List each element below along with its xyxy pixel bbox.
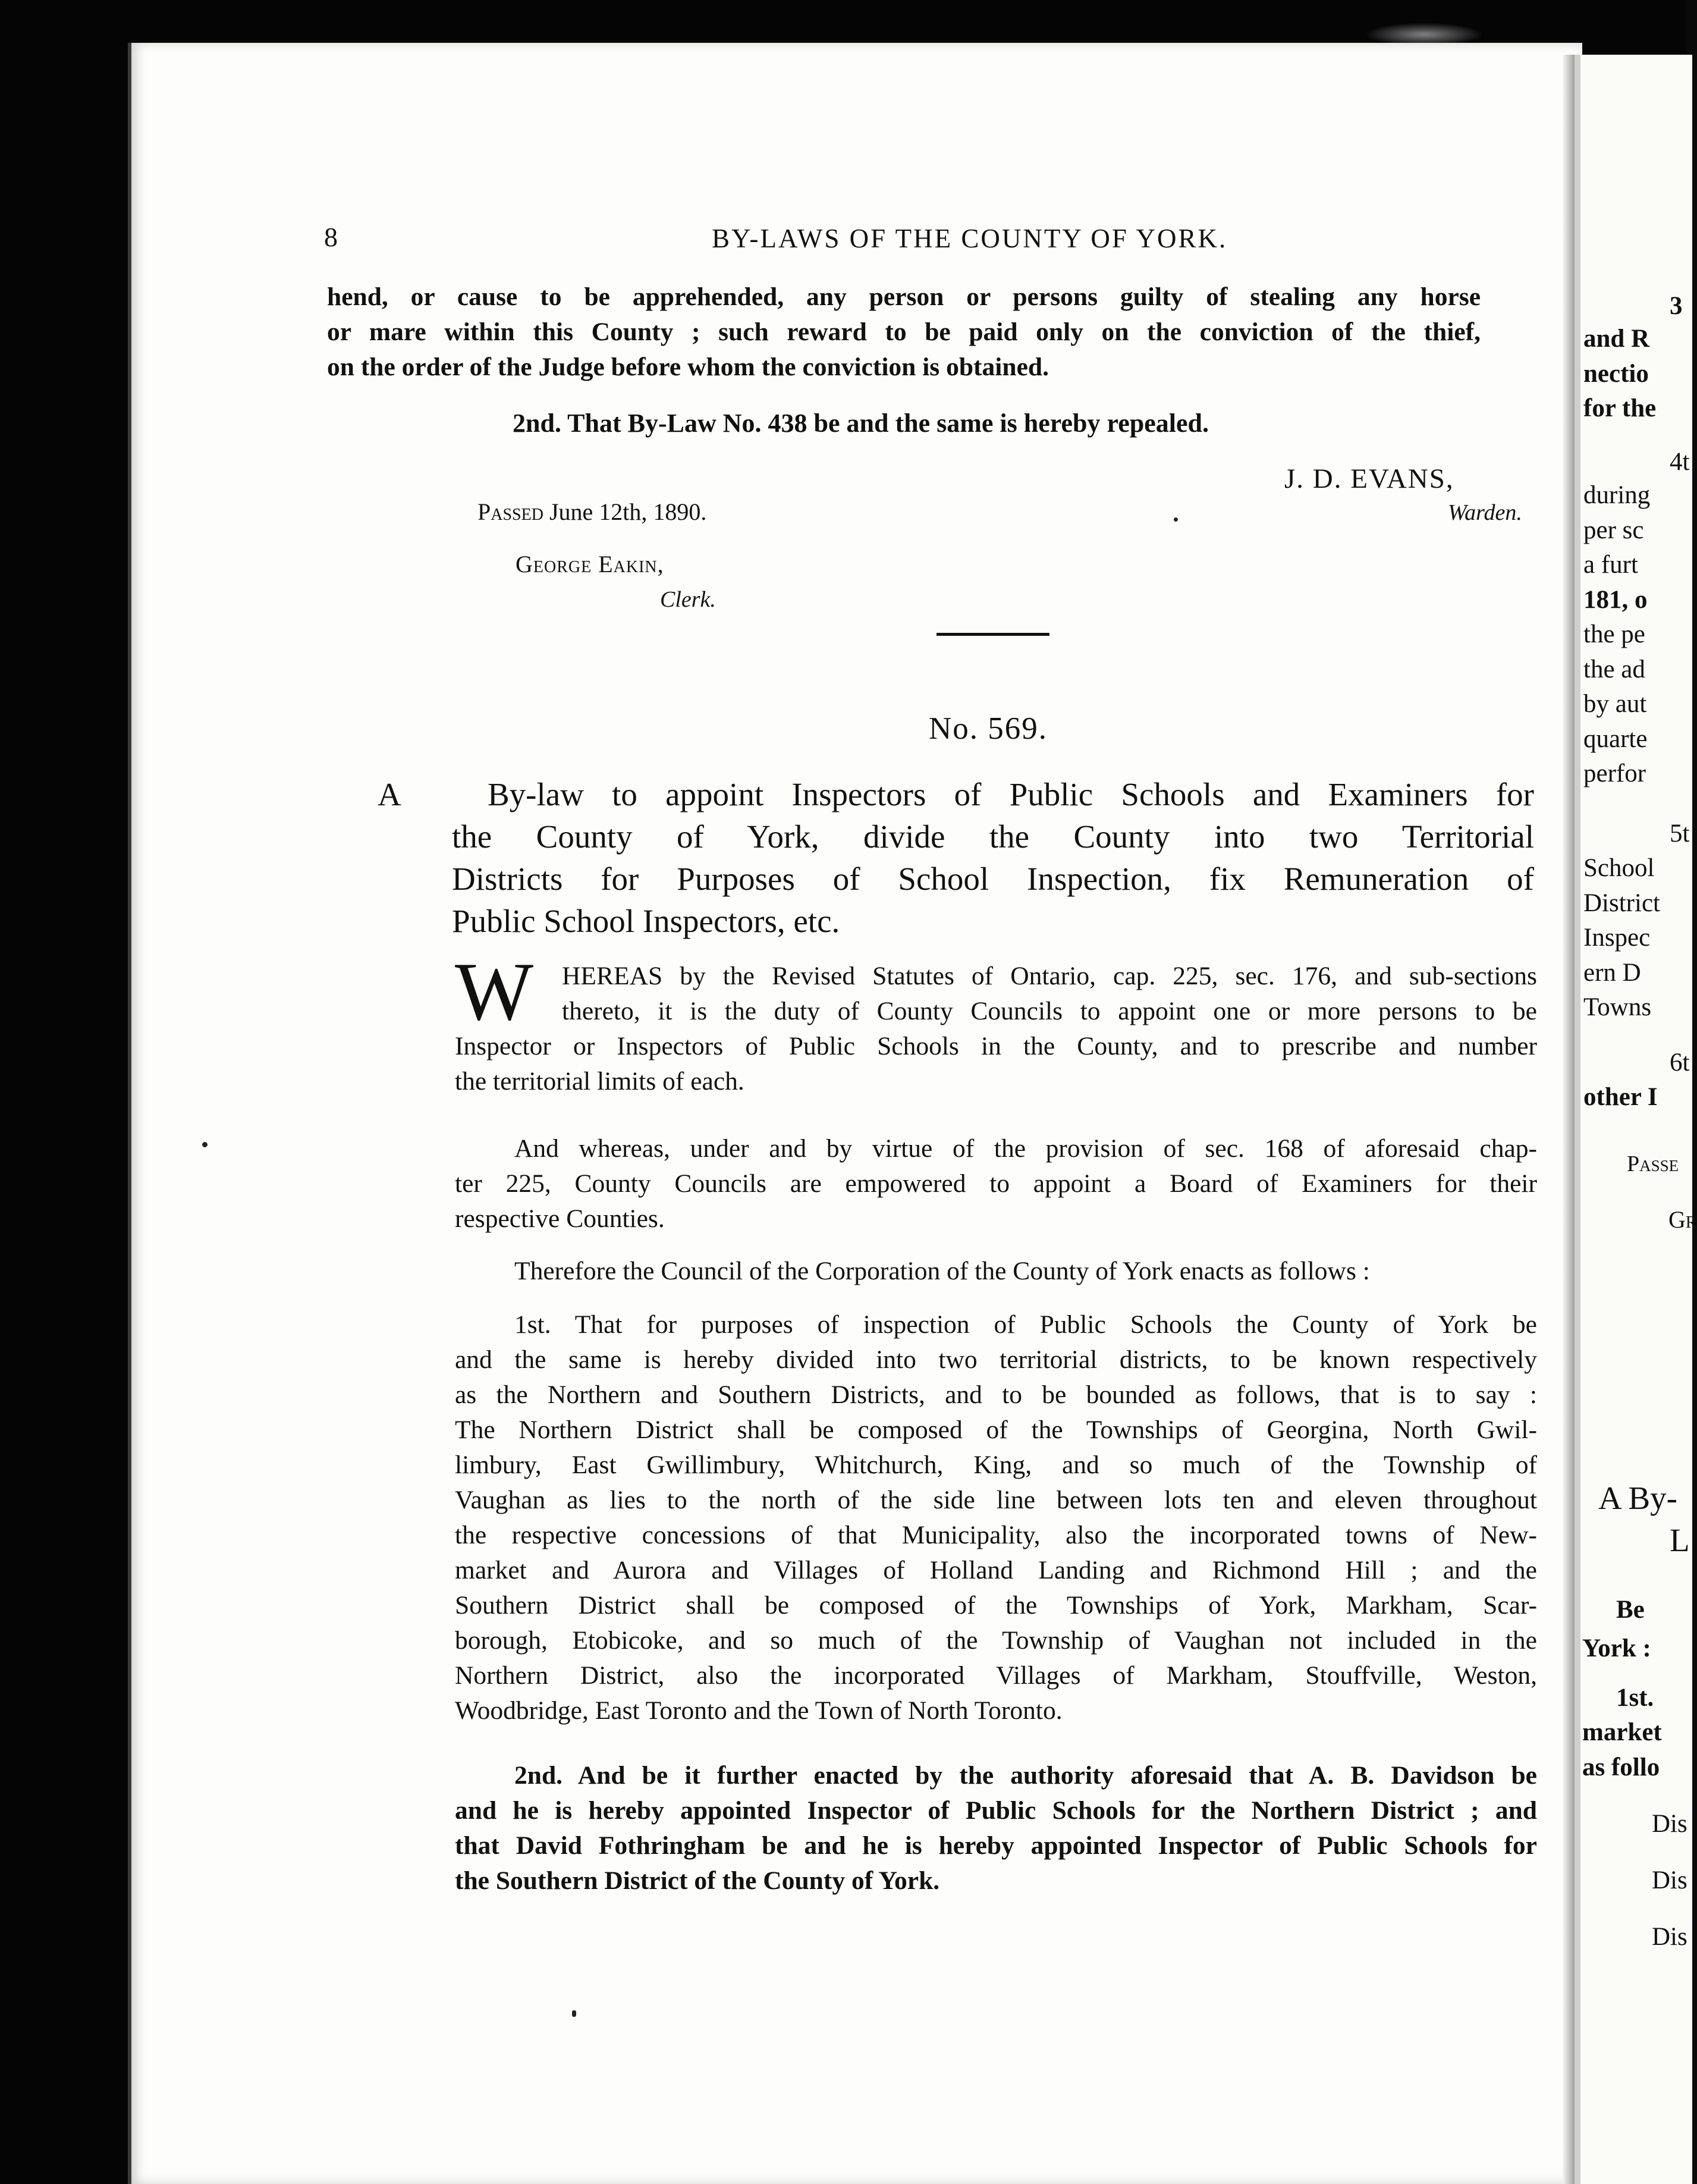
text-line: hend, or cause to be apprehended, any person or persons guilty of stealing any horse: [327, 283, 1481, 311]
next-page-fragment: 6t: [1670, 1049, 1690, 1077]
text-line: Northern District, also the incorporated Villages of Markham, Stouffville, Weston,: [455, 1661, 1537, 1690]
next-page-fragment: by aut: [1583, 690, 1647, 718]
text-line: By-law to appoint Inspectors of Public Schools and Examiners for: [488, 776, 1534, 812]
text-line: ter 225, County Councils are empowered to appoint a Board of Examiners for their: [455, 1169, 1537, 1198]
next-page-fragment: quarte: [1583, 725, 1648, 753]
enacting-clause: Therefore the Council of the Corporation of the County of York enacts as follows :: [514, 1257, 1370, 1285]
next-page-fragment: and R: [1583, 325, 1650, 353]
next-page-fragment: Gr: [1668, 1206, 1697, 1233]
text-line: that David Fothringham be and he is hereby appointed Inspector of Public Schools for: [455, 1831, 1537, 1860]
text-line: or mare within this County ; such reward to be paid only on the conviction of the thief,: [327, 318, 1481, 346]
text-line: 1st. That for purposes of inspection of Public Schools the County of York be: [514, 1310, 1537, 1339]
next-page-fragment: School: [1583, 854, 1655, 882]
facing-page: [1575, 55, 1697, 2184]
next-page-fragment: Passe: [1627, 1151, 1679, 1176]
next-page-fragment: a furt: [1583, 551, 1638, 579]
next-page-fragment: per sc: [1583, 516, 1644, 544]
page-number: 8: [324, 222, 338, 252]
print-speck: [1174, 517, 1178, 522]
text-line: Woodbridge, East Toronto and the Town of North Toronto.: [455, 1696, 1063, 1725]
next-page-fragment: perfor: [1583, 760, 1646, 787]
passed-date-line: [477, 498, 706, 526]
text-line: Vaughan as lies to the north of the side line between lots ten and eleven throughout: [455, 1486, 1537, 1514]
text-line: Public School Inspectors, etc.: [452, 903, 840, 939]
next-page-fragment: 1st.: [1616, 1684, 1654, 1712]
next-page-fragment: the ad: [1583, 655, 1645, 683]
previous-bylaw-clause-2nd: 2nd. That By-Law No. 438 be and the same is hereby repealed.: [513, 409, 1209, 438]
text-line: The Northern District shall be composed of the Townships of Georgina, North Gwil-: [455, 1416, 1537, 1444]
passed-date: June 12th, 1890.: [549, 498, 707, 525]
print-speck: [572, 2010, 576, 2017]
next-page-fragment: Dis: [1652, 1866, 1687, 1894]
text-line: and he is hereby appointed Inspector of Public Schools for the Northern District ; and: [455, 1796, 1537, 1825]
next-page-fragment: Dis: [1652, 1810, 1687, 1838]
text-line: 2nd. And be it further enacted by the authority aforesaid that A. B. Davidson be: [514, 1761, 1537, 1790]
next-page-fragment: 5t: [1670, 820, 1690, 848]
clause-second: [455, 1758, 1537, 1899]
text-line: Inspector or Inspectors of Public Schools in the County, and to prescribe and number: [455, 1032, 1537, 1060]
bylaw-description-lead: A: [378, 776, 401, 812]
text-line: the respective concessions of that Municipality, also the incorporated towns of New-: [455, 1521, 1537, 1549]
text-line: thereto, it is the duty of County Councils to appoint one or more persons to be: [562, 997, 1537, 1025]
text-line: on the order of the Judge before whom the conviction is obtained.: [327, 353, 1049, 381]
whereas-paragraph-top: [562, 959, 1537, 1029]
text-line: the territorial limits of each.: [455, 1067, 744, 1096]
next-page-fragment: 4t: [1670, 448, 1690, 476]
next-page-fragment: Be: [1616, 1596, 1645, 1624]
next-page-fragment: Dis: [1652, 1923, 1687, 1951]
text-line: the Southern District of the County of York.: [455, 1866, 940, 1895]
whereas-paragraph-bottom: [455, 1029, 1537, 1099]
running-title: BY-LAWS OF THE COUNTY OF YORK.: [712, 224, 1228, 253]
next-page-fragment: market: [1582, 1718, 1662, 1746]
text-line: as the Northern and Southern Districts, and to be bounded as follows, that is to say :: [455, 1380, 1537, 1409]
text-line: And whereas, under and by virtue of the provision of sec. 168 of aforesaid chap-: [514, 1134, 1537, 1163]
and-whereas-paragraph: [455, 1131, 1537, 1237]
drop-cap: W: [455, 946, 534, 1038]
next-page-fragment: as follo: [1582, 1753, 1660, 1781]
bylaw-description: [378, 773, 1534, 942]
next-page-fragment: 3: [1670, 292, 1683, 320]
next-page-fragment: L: [1670, 1522, 1690, 1558]
text-line: limbury, East Gwillimbury, Whitchurch, King, and so much of the Township of: [455, 1451, 1537, 1479]
text-line: borough, Etobicoke, and so much of the Township of Vaughan not included in the: [455, 1626, 1537, 1655]
text-line: respective Counties.: [455, 1204, 665, 1233]
warden-signature: J. D. EVANS,: [1284, 463, 1454, 494]
next-page-fragment: for the: [1583, 394, 1657, 422]
clause-first: [455, 1307, 1537, 1728]
next-page-fragment: District: [1583, 889, 1660, 917]
text-line: and the same is hereby divided into two territorial districts, to be known respectively: [455, 1345, 1537, 1374]
text-line: market and Aurora and Villages of Holland Landing and Richmond Hill ; and the: [455, 1556, 1537, 1584]
clerk-title: Clerk.: [660, 587, 716, 612]
next-page-fragment: Inspec: [1583, 924, 1651, 952]
next-page-fragment: Towns: [1583, 993, 1652, 1021]
next-page-fragment: other I: [1583, 1083, 1658, 1111]
next-page-fragment: ern D: [1583, 959, 1641, 987]
next-page-fragment: the pe: [1583, 620, 1645, 648]
print-speck: [202, 1142, 208, 1147]
next-page-fragment: nectio: [1583, 360, 1649, 388]
text-line: Districts for Purposes of School Inspection, fix Remuneration of: [452, 861, 1534, 897]
next-page-fragment: 181, o: [1583, 586, 1648, 614]
bylaw-number: No. 569.: [929, 711, 1048, 746]
passed-label: Passed: [477, 498, 543, 525]
text-line: the County of York, divide the County into two Territorial: [452, 818, 1534, 855]
section-divider: [937, 633, 1049, 636]
clerk-name: George Eakin,: [516, 551, 664, 578]
next-page-fragment: A By-: [1598, 1480, 1677, 1516]
warden-title: Warden.: [1448, 500, 1522, 525]
next-page-fragment: during: [1583, 481, 1651, 509]
text-line: Southern District shall be composed of the Townships of York, Markham, Scar-: [455, 1591, 1537, 1620]
previous-bylaw-continuation: [327, 280, 1481, 385]
next-page-fragment: York :: [1582, 1634, 1651, 1662]
text-line: HEREAS by the Revised Statutes of Ontario, cap. 225, sec. 176, and sub-sections: [562, 962, 1537, 990]
